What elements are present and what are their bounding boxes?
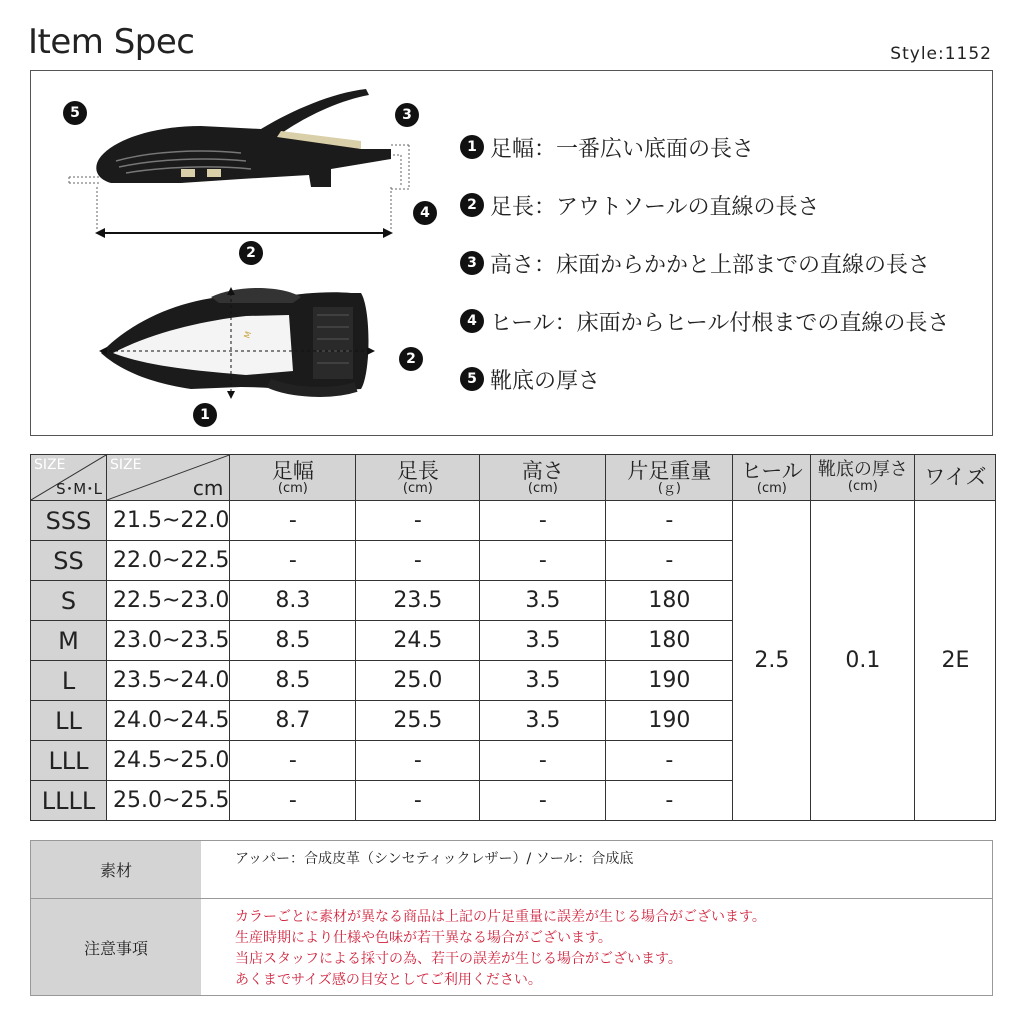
badge-2-sole-icon: 2	[399, 347, 423, 371]
table-header-row	[31, 455, 996, 501]
measurement-legend	[460, 118, 949, 408]
legend-text: ヒール：床面からヒール付根までの直線の長さ	[490, 310, 950, 336]
weight-cell: 180	[606, 581, 733, 621]
width-cell: 8.5	[230, 621, 356, 661]
shoe-sole-view	[99, 287, 375, 399]
size-table	[30, 454, 996, 821]
weight-cell: 190	[606, 701, 733, 741]
badge-3-icon: 3	[395, 103, 419, 127]
table-row	[31, 501, 996, 541]
number-4-icon: 4	[460, 309, 484, 333]
length-cell: -	[356, 501, 480, 541]
notes-table	[30, 840, 993, 996]
size-cell: M	[31, 621, 107, 661]
weight-cell: 190	[606, 661, 733, 701]
length-cell: -	[356, 541, 480, 581]
caution-line: 生産時期により仕様や色味が若干異なる場合がございます。	[235, 930, 612, 946]
size-cell: SS	[31, 541, 107, 581]
weight-cell: -	[606, 781, 733, 821]
range-cell: 22.0~22.5	[107, 541, 230, 581]
height-cell: -	[480, 781, 606, 821]
width-cell: 8.7	[230, 701, 356, 741]
size-cell: LLL	[31, 741, 107, 781]
length-cell: 24.5	[356, 621, 480, 661]
caution-line: あくまでサイズ感の目安としてご利用ください。	[235, 972, 542, 988]
weight-cell: -	[606, 541, 733, 581]
legend-text: 高さ：床面からかかと上部までの直線の長さ	[490, 252, 931, 278]
weight-cell: 180	[606, 621, 733, 661]
badge-5-icon: 5	[63, 101, 87, 125]
range-cell: 25.0~25.5	[107, 781, 230, 821]
corner-cm-label: cm	[192, 476, 224, 500]
caution-label: 注意事項	[31, 899, 201, 995]
width-cell: -	[230, 781, 356, 821]
length-cell: 23.5	[356, 581, 480, 621]
height-cell: -	[480, 541, 606, 581]
header-height: 高さ (cm)	[480, 455, 606, 501]
width-cell: -	[230, 741, 356, 781]
size-cell: LL	[31, 701, 107, 741]
legend-item-length	[460, 176, 949, 234]
header-wise: ワイズ	[915, 455, 996, 501]
weight-cell: -	[606, 741, 733, 781]
legend-text: 足幅：一番広い底面の長さ	[490, 136, 755, 162]
number-5-icon: 5	[460, 367, 484, 391]
corner-size-label-2: SIZE	[110, 457, 142, 473]
sole-value: 0.1	[811, 501, 915, 821]
legend-item-width	[460, 118, 949, 176]
badge-2-icon: 2	[239, 241, 263, 265]
header-sole-thickness: 靴底の厚さ (cm)	[811, 455, 915, 501]
legend-text: 足長：アウトソールの直線の長さ	[490, 194, 820, 220]
range-cell: 24.5~25.0	[107, 741, 230, 781]
header-heel: ヒール (cm)	[733, 455, 811, 501]
corner-sml-label: S･M･L	[56, 480, 102, 499]
range-cell: 24.0~24.5	[107, 701, 230, 741]
weight-cell: -	[606, 501, 733, 541]
material-row	[31, 841, 992, 899]
shoe-side-view	[69, 89, 409, 238]
length-cell: 25.0	[356, 661, 480, 701]
height-cell: 3.5	[480, 621, 606, 661]
badge-4-icon: 4	[413, 201, 437, 225]
legend-item-height	[460, 234, 949, 292]
caution-line: カラーごとに素材が異なる商品は上記の片足重量に誤差が生じる場合がございます。	[235, 909, 766, 925]
range-cell: 23.0~23.5	[107, 621, 230, 661]
style-code: Style:1152	[890, 44, 992, 64]
size-cell: S	[31, 581, 107, 621]
length-cell: -	[356, 781, 480, 821]
corner-size-cm	[107, 455, 230, 501]
header-length: 足長 (cm)	[356, 455, 480, 501]
height-cell: 3.5	[480, 581, 606, 621]
caution-text	[201, 899, 992, 995]
width-cell: 8.3	[230, 581, 356, 621]
caution-row	[31, 899, 992, 995]
sole-stamp: M	[242, 330, 254, 340]
material-text: アッパー：合成皮革（シンセティックレザー）/ ソール：合成底	[235, 851, 634, 867]
length-cell: 25.5	[356, 701, 480, 741]
size-cell: SSS	[31, 501, 107, 541]
number-3-icon: 3	[460, 251, 484, 275]
range-cell: 22.5~23.0	[107, 581, 230, 621]
height-cell: 3.5	[480, 661, 606, 701]
width-cell: 8.5	[230, 661, 356, 701]
range-cell: 23.5~24.0	[107, 661, 230, 701]
width-cell: -	[230, 541, 356, 581]
height-cell: -	[480, 501, 606, 541]
legend-text: 靴底の厚さ	[490, 368, 601, 394]
wise-value: 2E	[915, 501, 996, 821]
size-cell: LLLL	[31, 781, 107, 821]
number-1-icon: 1	[460, 135, 484, 159]
header-weight: 片足重量 (ｇ)	[606, 455, 733, 501]
header-width: 足幅 (cm)	[230, 455, 356, 501]
height-cell: 3.5	[480, 701, 606, 741]
size-cell: L	[31, 661, 107, 701]
heel-value: 2.5	[733, 501, 811, 821]
corner-size-label: SIZE	[34, 457, 66, 473]
number-2-icon: 2	[460, 193, 484, 217]
height-cell: -	[480, 741, 606, 781]
material-label: 素材	[31, 841, 201, 898]
page-title: Item Spec	[28, 22, 195, 62]
legend-item-sole	[460, 350, 949, 408]
corner-size-sml	[31, 455, 107, 501]
badge-1-icon: 1	[193, 403, 217, 427]
width-cell: -	[230, 501, 356, 541]
caution-line: 当店スタッフによる採寸の為、若干の誤差が生じる場合がございます。	[235, 951, 682, 967]
length-cell: -	[356, 741, 480, 781]
legend-item-heel	[460, 292, 949, 350]
range-cell: 21.5~22.0	[107, 501, 230, 541]
